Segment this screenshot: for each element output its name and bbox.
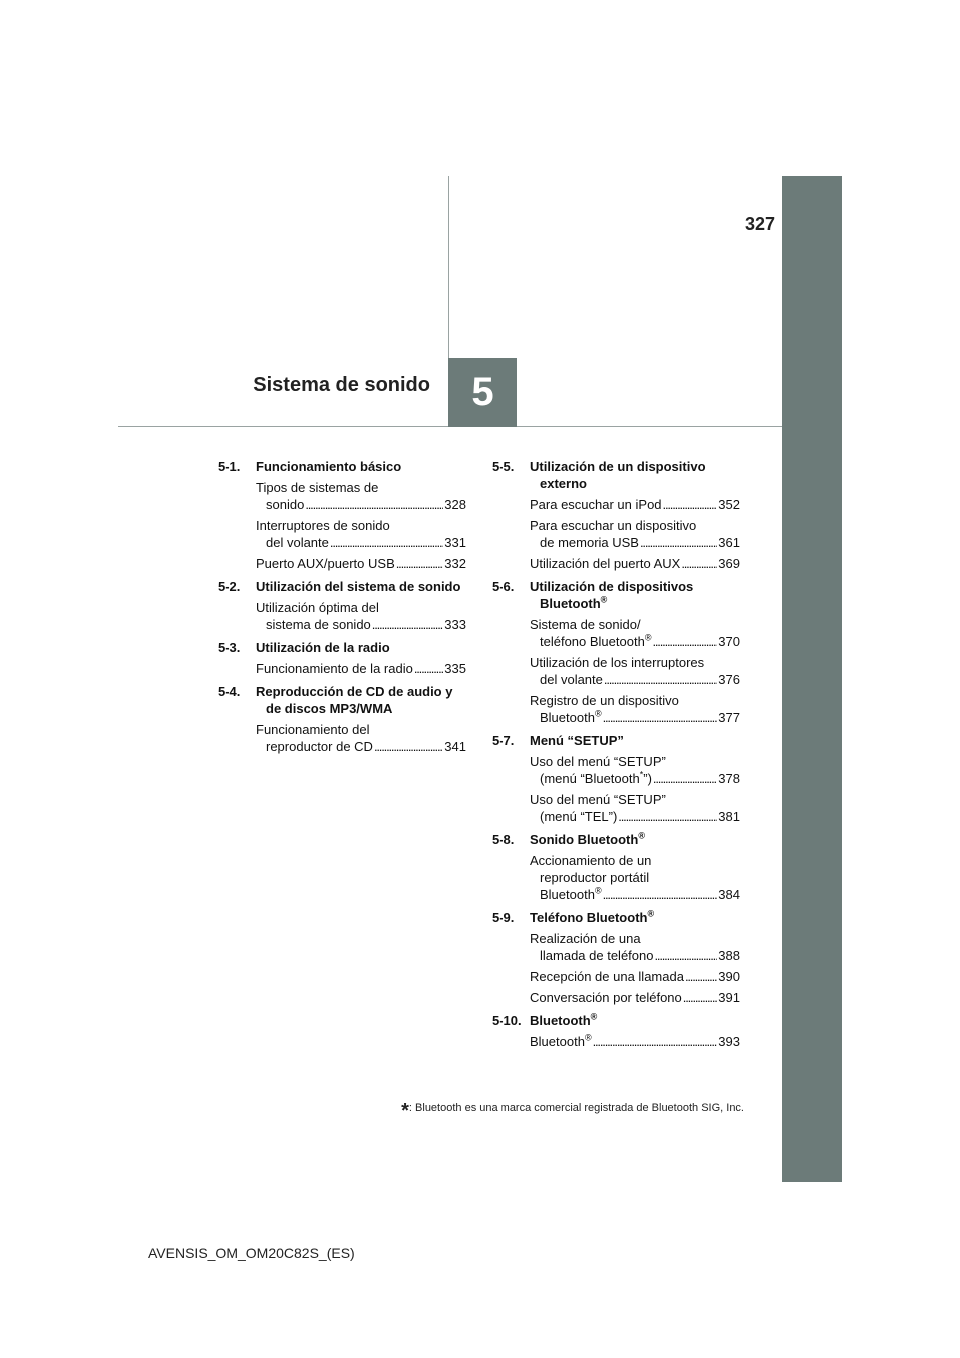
entry-text-part: Utilización del puerto AUX bbox=[530, 556, 681, 571]
toc-entry[interactable] bbox=[530, 989, 740, 1006]
toc-section-heading bbox=[492, 1012, 740, 1029]
dot-leader bbox=[603, 709, 718, 726]
entry-final-line bbox=[530, 947, 740, 964]
entry-final-line bbox=[530, 709, 740, 726]
toc-section bbox=[492, 458, 740, 572]
toc-entry[interactable] bbox=[530, 616, 740, 650]
entry-text-line: Tipos de sistemas de bbox=[256, 480, 379, 495]
toc-entry[interactable] bbox=[256, 599, 466, 633]
entry-page-number: 391 bbox=[718, 990, 740, 1005]
entry-text-part: Puerto AUX/puerto USB bbox=[256, 556, 395, 571]
entry-text bbox=[540, 709, 602, 726]
entry-text-part: del volante bbox=[540, 672, 603, 687]
section-number: 5-10. bbox=[492, 1013, 522, 1028]
entry-text-line: Uso del menú “SETUP” bbox=[530, 754, 666, 769]
toc-section bbox=[492, 732, 740, 825]
dot-leader bbox=[653, 770, 717, 787]
toc-entry[interactable] bbox=[256, 517, 466, 551]
dot-leader bbox=[683, 989, 718, 1006]
toc-entry[interactable] bbox=[530, 692, 740, 726]
entry-text-suffix: ”) bbox=[643, 771, 652, 786]
entry-final-line bbox=[530, 989, 740, 1006]
entry-final-line bbox=[530, 496, 740, 513]
entry-page-number: 341 bbox=[444, 739, 466, 754]
toc-section bbox=[218, 578, 466, 633]
entry-page-number: 393 bbox=[718, 1034, 740, 1049]
dot-leader bbox=[593, 1033, 718, 1050]
entry-final-line bbox=[530, 633, 740, 650]
entry-text bbox=[530, 989, 682, 1006]
toc-column-left bbox=[218, 458, 466, 761]
entry-text-part: de memoria USB bbox=[540, 535, 639, 550]
entry-page-number: 335 bbox=[444, 661, 466, 676]
footnote bbox=[401, 1100, 744, 1123]
dot-leader bbox=[652, 633, 717, 650]
registered-mark: ® bbox=[647, 908, 655, 919]
dot-leader bbox=[681, 555, 717, 572]
dot-leader bbox=[640, 534, 717, 551]
section-number: 5-1. bbox=[218, 459, 241, 474]
section-title bbox=[530, 909, 740, 926]
entry-page-number: 332 bbox=[444, 556, 466, 571]
toc-section bbox=[492, 1012, 740, 1050]
entry-page-number: 381 bbox=[718, 809, 740, 824]
entry-text-part: Bluetooth bbox=[540, 887, 595, 902]
entry-text bbox=[540, 808, 617, 825]
page-number: 327 bbox=[745, 214, 776, 234]
entry-text-part: Funcionamiento de la radio bbox=[256, 661, 413, 676]
dot-leader bbox=[374, 738, 443, 755]
entry-text bbox=[530, 1033, 592, 1050]
section-title bbox=[256, 639, 466, 656]
footnote-symbol: * bbox=[401, 1100, 409, 1122]
dot-leader bbox=[663, 496, 718, 513]
entry-text-part: (menú “Bluetooth bbox=[540, 771, 640, 786]
entry-text-part: Bluetooth bbox=[530, 1034, 585, 1049]
toc-section-heading bbox=[492, 909, 740, 926]
toc-section bbox=[218, 683, 466, 755]
toc-section-heading bbox=[218, 639, 466, 656]
section-number: 5-3. bbox=[218, 640, 241, 655]
entry-text-line: Accionamiento de un bbox=[530, 853, 652, 868]
registered-mark: ® bbox=[644, 632, 652, 643]
registered-mark: ® bbox=[600, 594, 608, 605]
toc-entry[interactable] bbox=[530, 496, 740, 513]
entry-final-line bbox=[530, 886, 740, 903]
entry-text bbox=[540, 633, 651, 650]
toc-section-heading bbox=[218, 458, 466, 475]
toc-entry[interactable] bbox=[256, 555, 466, 572]
entry-text-part: sonido bbox=[266, 497, 305, 512]
entry-text-part: Para escuchar un iPod bbox=[530, 497, 662, 512]
chapter-side-tab bbox=[782, 176, 842, 1182]
entry-text-part: sistema de sonido bbox=[266, 617, 371, 632]
entry-text-line: Registro de un dispositivo bbox=[530, 693, 679, 708]
entry-page-number: 328 bbox=[444, 497, 466, 512]
toc-section-heading bbox=[492, 732, 740, 749]
entry-text-part: reproductor de CD bbox=[266, 739, 373, 754]
entry-final-line bbox=[256, 496, 466, 513]
entry-page-number: 331 bbox=[444, 535, 466, 550]
entry-text bbox=[266, 496, 304, 513]
section-number: 5-7. bbox=[492, 733, 515, 748]
chapter-title: Sistema de sonido bbox=[253, 374, 430, 396]
entry-final-line bbox=[256, 555, 466, 572]
entry-final-line bbox=[530, 770, 740, 787]
entry-text-line: Funcionamiento del bbox=[256, 722, 370, 737]
entry-final-line bbox=[256, 660, 466, 677]
section-title-text: Teléfono Bluetooth bbox=[530, 910, 648, 925]
entry-page-number: 370 bbox=[718, 634, 740, 649]
toc-section bbox=[218, 458, 466, 572]
toc-section-heading bbox=[492, 831, 740, 848]
section-title-text: Utilización del sistema de sonido bbox=[256, 579, 461, 594]
entry-text bbox=[540, 947, 653, 964]
entry-final-line bbox=[256, 534, 466, 551]
registered-mark: ® bbox=[584, 1032, 592, 1043]
entry-text bbox=[530, 968, 684, 985]
entry-text-line: Uso del menú “SETUP” bbox=[530, 792, 666, 807]
entry-page-number: 376 bbox=[718, 672, 740, 687]
toc-section-heading bbox=[218, 683, 466, 717]
dot-leader bbox=[305, 496, 443, 513]
dot-leader bbox=[330, 534, 443, 551]
entry-text bbox=[540, 534, 639, 551]
registered-mark: ® bbox=[594, 885, 602, 896]
entry-text bbox=[266, 738, 373, 755]
document-code: AVENSIS_OM_OM20C82S_(ES) bbox=[148, 1245, 355, 1261]
section-number: 5-4. bbox=[218, 684, 241, 699]
dot-leader bbox=[603, 886, 718, 903]
chapter-number-box: 5 bbox=[448, 358, 517, 427]
dot-leader bbox=[372, 616, 444, 633]
section-title-text: Utilización de dispositivos Bluetooth bbox=[530, 579, 694, 611]
entry-final-line bbox=[530, 808, 740, 825]
section-title-text: Bluetooth bbox=[530, 1013, 591, 1028]
toc-section bbox=[218, 639, 466, 677]
asterisk-mark: * bbox=[639, 769, 644, 780]
toc-entry[interactable] bbox=[530, 753, 740, 787]
entry-text bbox=[530, 496, 662, 513]
entry-text-line: Para escuchar un dispositivo bbox=[530, 518, 697, 533]
section-title bbox=[530, 1012, 740, 1029]
section-title bbox=[530, 458, 740, 492]
dot-leader bbox=[618, 808, 717, 825]
entry-text-part: (menú “TEL”) bbox=[540, 809, 618, 824]
entry-text bbox=[256, 660, 413, 677]
entry-text bbox=[530, 555, 680, 572]
entry-text-part: teléfono Bluetooth bbox=[540, 634, 645, 649]
entry-page-number: 390 bbox=[718, 969, 740, 984]
section-title-text: Utilización de un dispositivo externo bbox=[530, 459, 706, 491]
toc-section bbox=[492, 578, 740, 726]
toc-entry[interactable] bbox=[530, 1033, 740, 1050]
toc-entry[interactable] bbox=[530, 555, 740, 572]
toc-entry[interactable] bbox=[530, 517, 740, 551]
section-number: 5-8. bbox=[492, 832, 515, 847]
entry-text-line: Interruptores de sonido bbox=[256, 518, 390, 533]
entry-final-line bbox=[530, 534, 740, 551]
section-title bbox=[256, 683, 466, 717]
toc-entry[interactable] bbox=[530, 968, 740, 985]
entry-text bbox=[540, 770, 652, 787]
entry-text-part: del volante bbox=[266, 535, 329, 550]
section-number: 5-5. bbox=[492, 459, 515, 474]
entry-page-number: 361 bbox=[718, 535, 740, 550]
registered-mark: ® bbox=[638, 830, 645, 841]
entry-page-number: 384 bbox=[718, 887, 740, 902]
section-title-text: Reproducción de CD de audio y de discos MP3/WMA bbox=[256, 684, 453, 716]
toc-entry[interactable] bbox=[530, 654, 740, 688]
entry-text-line: Sistema de sonido/ bbox=[530, 617, 641, 632]
section-title-text: Utilización de la radio bbox=[256, 640, 390, 655]
toc-section-heading bbox=[492, 458, 740, 492]
section-title bbox=[256, 578, 466, 595]
section-title bbox=[530, 732, 740, 749]
entry-text bbox=[266, 534, 329, 551]
entry-final-line bbox=[256, 738, 466, 755]
entry-page-number: 378 bbox=[718, 771, 740, 786]
entry-final-line bbox=[530, 555, 740, 572]
entry-text-line: Utilización de los interruptores bbox=[530, 655, 705, 670]
toc-section-heading bbox=[492, 578, 740, 612]
entry-final-line bbox=[256, 616, 466, 633]
entry-text bbox=[540, 671, 603, 688]
toc-column-right bbox=[492, 458, 740, 1056]
entry-text-line: Realización de una bbox=[530, 931, 641, 946]
entry-final-line bbox=[530, 968, 740, 985]
toc-section-heading bbox=[218, 578, 466, 595]
toc-entry[interactable] bbox=[256, 660, 466, 677]
registered-mark: ® bbox=[594, 708, 602, 719]
dot-leader bbox=[685, 968, 717, 985]
entry-text-part: Conversación por teléfono bbox=[530, 990, 682, 1005]
toc-section bbox=[492, 909, 740, 1006]
entry-page-number: 352 bbox=[718, 497, 740, 512]
entry-page-number: 388 bbox=[718, 948, 740, 963]
dot-leader bbox=[396, 555, 444, 572]
section-number: 5-9. bbox=[492, 910, 515, 925]
entry-text bbox=[540, 886, 602, 903]
entry-text-line: reproductor portátil bbox=[540, 870, 650, 885]
entry-page-number: 333 bbox=[444, 617, 466, 632]
entry-text-part: llamada de teléfono bbox=[540, 948, 654, 963]
vertical-rule bbox=[448, 176, 449, 358]
toc-entry[interactable] bbox=[530, 852, 740, 903]
section-title-text: Sonido Bluetooth bbox=[530, 832, 639, 847]
footnote-text: : Bluetooth es una marca comercial registrada de Bluetooth SIG, Inc. bbox=[408, 1102, 744, 1114]
entry-text bbox=[266, 616, 371, 633]
entry-text-part: Recepción de una llamada bbox=[530, 969, 684, 984]
dot-leader bbox=[414, 660, 443, 677]
section-number: 5-2. bbox=[218, 579, 241, 594]
dot-leader bbox=[654, 947, 717, 964]
section-title bbox=[530, 831, 740, 848]
toc-section bbox=[492, 831, 740, 903]
toc-entry[interactable] bbox=[530, 930, 740, 964]
dot-leader bbox=[604, 671, 717, 688]
toc-entry[interactable] bbox=[256, 721, 466, 755]
toc-entry[interactable] bbox=[530, 791, 740, 825]
entry-text-line: Utilización óptima del bbox=[256, 600, 379, 615]
toc-entry[interactable] bbox=[256, 479, 466, 513]
section-title bbox=[256, 458, 466, 475]
entry-final-line bbox=[530, 671, 740, 688]
entry-page-number: 377 bbox=[718, 710, 740, 725]
entry-final-line bbox=[530, 1033, 740, 1050]
entry-text bbox=[256, 555, 395, 572]
section-title-text: Funcionamiento básico bbox=[256, 459, 402, 474]
entry-page-number: 369 bbox=[718, 556, 740, 571]
section-title-text: Menú “SETUP” bbox=[530, 733, 624, 748]
entry-text-part: Bluetooth bbox=[540, 710, 595, 725]
section-title bbox=[530, 578, 740, 612]
section-number: 5-6. bbox=[492, 579, 515, 594]
registered-mark: ® bbox=[590, 1011, 598, 1022]
